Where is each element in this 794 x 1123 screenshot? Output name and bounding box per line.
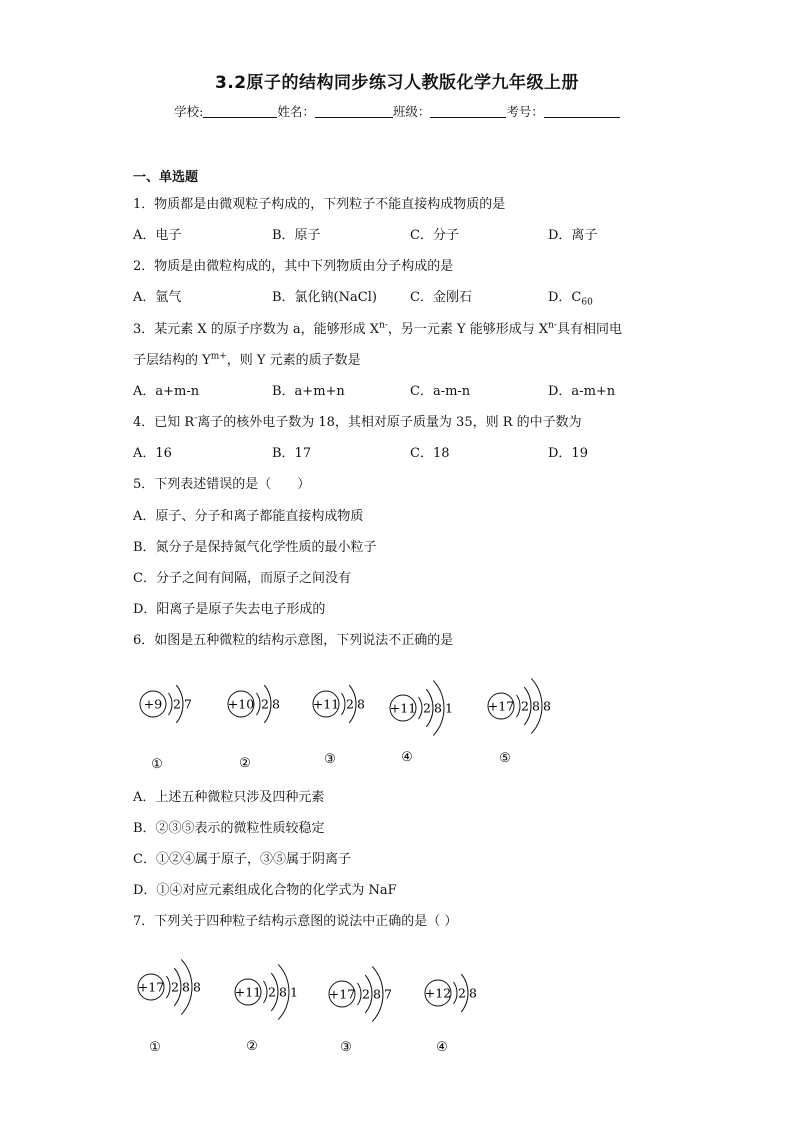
q6-diagram-4-shell-electrons-3: 1 (445, 700, 453, 716)
q6-stem: 6．如图是五种微粒的结构示意图，下列说法不正确的是 (133, 633, 454, 648)
q1-option-d: D．离子 (548, 228, 598, 243)
q7-diagram-2-shell-electrons-2: 8 (279, 984, 287, 1000)
q6-diagram-5-shell-arc-1 (517, 695, 521, 717)
q6-diagram-2-label: ② (239, 756, 251, 771)
q4-option-c: C．18 (410, 446, 450, 461)
q6-diagram-4-shell-electrons-2: 8 (434, 700, 442, 716)
q7-diagram-2-nucleus-charge: +11 (234, 984, 262, 1000)
school-label: 学校: (174, 104, 204, 119)
q3-option-d: D．a-m+n (548, 384, 616, 399)
q6-diagram-5-shell-electrons-1: 2 (521, 698, 529, 714)
q6-diagram-1-shell-electrons-2: 7 (184, 696, 192, 712)
q4-stem: 4．已知 R-离子的核外电子数为 18，其相对原子质量为 35，则 R 的中子数为 (133, 413, 582, 430)
page-title: 3.2原子的结构同步练习人教版化学九年级上册 (214, 73, 580, 93)
q6-diagram-1-nucleus-charge: +9 (143, 696, 163, 712)
q7-diagram-1-atom (138, 959, 201, 1055)
q7-diagram-4-label: ④ (436, 1040, 448, 1055)
q3-stem-line1: 3．某元素 X 的原子序数为 a，能够形成 $X^{n-}$，另一元素 Y 能够形成与 $X^{n-}$具有相同电 (133, 320, 622, 337)
q7-diagram-4-atom (425, 974, 477, 1055)
student-info (0, 102, 794, 120)
q7-diagram-3-atom (329, 966, 392, 1055)
q7-diagram-3-shell-electrons-1: 2 (362, 986, 370, 1002)
q6-diagram-2-shell-electrons-2: 8 (272, 696, 280, 712)
q6-diagram-4-nucleus-charge: +11 (389, 700, 417, 716)
q3-option-c: C．a-m-n (410, 384, 471, 399)
q5-option-c: C．分子之间有间隔，而原子之间没有 (133, 571, 351, 586)
q7-diagram-2-shell-electrons-1: 2 (268, 984, 276, 1000)
q4-option-b: B．17 (272, 446, 312, 461)
q7-diagram-3-label: ③ (340, 1040, 352, 1055)
q6-diagram-4-shell-electrons-1: 2 (423, 700, 431, 716)
q6-diagram-3-shell-electrons-1: 2 (346, 696, 354, 712)
q5-stem: 5．下列表述错误的是（ ） (133, 477, 311, 492)
q5-option-d: D．阳离子是原子失去电子形成的 (133, 602, 326, 617)
section-title: 一、单选题 (133, 170, 199, 185)
q7-diagram-1-shell-electrons-2: 8 (182, 979, 190, 995)
q4-option-d: D．19 (548, 446, 588, 461)
q6-diagram-5-shell-electrons-2: 8 (532, 698, 540, 714)
q6-diagram-5-shell-electrons-3: 8 (543, 698, 551, 714)
q7-diagram-3-shell-electrons-2: 8 (373, 986, 381, 1002)
q3-option-b: B．a+m+n (272, 384, 345, 399)
exam-number-blank[interactable] (544, 104, 620, 118)
school-blank[interactable] (203, 104, 277, 118)
q6-diagram-1-label: ① (151, 757, 163, 772)
q6-option-d: D．①④对应元素组成化合物的化学式为 NaF (133, 883, 397, 898)
q6-diagram-2-shell-electrons-1: 2 (261, 696, 269, 712)
q5-option-a: A．原子、分子和离子都能直接构成物质 (133, 509, 364, 524)
q4-option-a: A．16 (133, 446, 172, 461)
q7-diagram-1-nucleus-charge: +17 (137, 979, 165, 995)
q6-diagram-3-label: ③ (324, 752, 336, 767)
q6-diagram-2-nucleus-charge: +10 (227, 696, 255, 712)
q6-diagram-1-shell-electrons-1: 2 (173, 696, 181, 712)
q6-option-c: C．①②④属于原子，③⑤属于阴离子 (133, 852, 351, 867)
q7-diagram-2-shell-electrons-3: 1 (290, 984, 298, 1000)
q2-stem: 2．物质是由微粒构成的，其中下列物质由分子构成的是 (133, 259, 454, 274)
q6-diagram-1-shell-arc-1 (169, 693, 173, 715)
q6-diagram-4-atom (390, 680, 453, 765)
q7-atom-diagrams (0, 930, 794, 1060)
q6-diagram-5-atom (488, 678, 551, 766)
q6-diagram-3-atom (313, 685, 365, 767)
q2-option-c: C．金刚石 (410, 290, 472, 305)
q7-diagram-3-shell-arc-1 (358, 983, 362, 1005)
q6-diagram-2-shell-arc-1 (257, 693, 261, 715)
q6-diagram-4-label: ④ (401, 750, 413, 765)
q1-option-b: B．原子 (272, 228, 321, 243)
q3-stem-line2: 子层结构的 $Y^{m+}$，则 Y 元素的质子数是 (133, 351, 361, 368)
q7-stem: 7．下列关于四种粒子结构示意图的说法中正确的是（ ） (133, 914, 458, 929)
q7-diagram-2-label: ② (246, 1039, 258, 1054)
q7-diagram-1-shell-electrons-3: 8 (193, 979, 201, 995)
q3-option-a: A．a+m-n (133, 384, 200, 399)
q7-diagram-4-shell-arc-1 (454, 982, 458, 1004)
exam-label: 考号： (506, 104, 544, 119)
q7-diagram-3-shell-electrons-3: 7 (384, 986, 392, 1002)
q6-diagram-3-nucleus-charge: +11 (312, 696, 340, 712)
name-blank[interactable] (315, 104, 393, 118)
q2-option-d: D．$C_{60}$ (548, 290, 593, 308)
q6-diagram-1-atom (140, 685, 192, 772)
class-label: 班级： (392, 104, 431, 119)
q7-diagram-4-shell-electrons-2: 8 (469, 985, 477, 1001)
q6-diagram-5-label: ⑤ (499, 751, 511, 766)
q7-diagram-3-nucleus-charge: +17 (328, 986, 356, 1002)
q6-option-a: A．上述五种微粒只涉及四种元素 (133, 790, 325, 805)
q7-diagram-1-label: ① (149, 1040, 161, 1055)
q2-option-b: B．氯化钠(NaCl) (272, 290, 377, 305)
q7-diagram-1-shell-electrons-1: 2 (171, 979, 179, 995)
q6-option-b: B．②③⑤表示的微粒性质较稳定 (133, 821, 325, 836)
q7-diagram-2-atom (235, 964, 298, 1054)
class-blank[interactable] (430, 104, 506, 118)
q6-atom-diagrams (0, 650, 794, 780)
q5-option-b: B．氮分子是保持氮气化学性质的最小粒子 (133, 540, 377, 555)
name-label: 姓名： (277, 104, 315, 119)
q7-diagram-4-shell-electrons-1: 2 (458, 985, 466, 1001)
q7-diagram-4-nucleus-charge: +12 (424, 985, 452, 1001)
q1-option-c: C．分子 (410, 228, 459, 243)
q1-option-a: A．电子 (133, 228, 182, 243)
q1-stem: 1．物质都是由微观粒子构成的，下列粒子不能直接构成物质的是 (133, 197, 506, 212)
q6-diagram-3-shell-electrons-2: 8 (357, 696, 365, 712)
q6-diagram-4-shell-arc-1 (419, 697, 423, 719)
q7-diagram-1-shell-arc-1 (167, 976, 171, 998)
q6-diagram-2-atom (228, 685, 280, 771)
q6-diagram-3-shell-arc-1 (342, 693, 346, 715)
q6-diagram-5-nucleus-charge: +17 (487, 698, 515, 714)
q7-diagram-2-shell-arc-1 (264, 981, 268, 1003)
q2-option-a: A．氩气 (133, 290, 182, 305)
